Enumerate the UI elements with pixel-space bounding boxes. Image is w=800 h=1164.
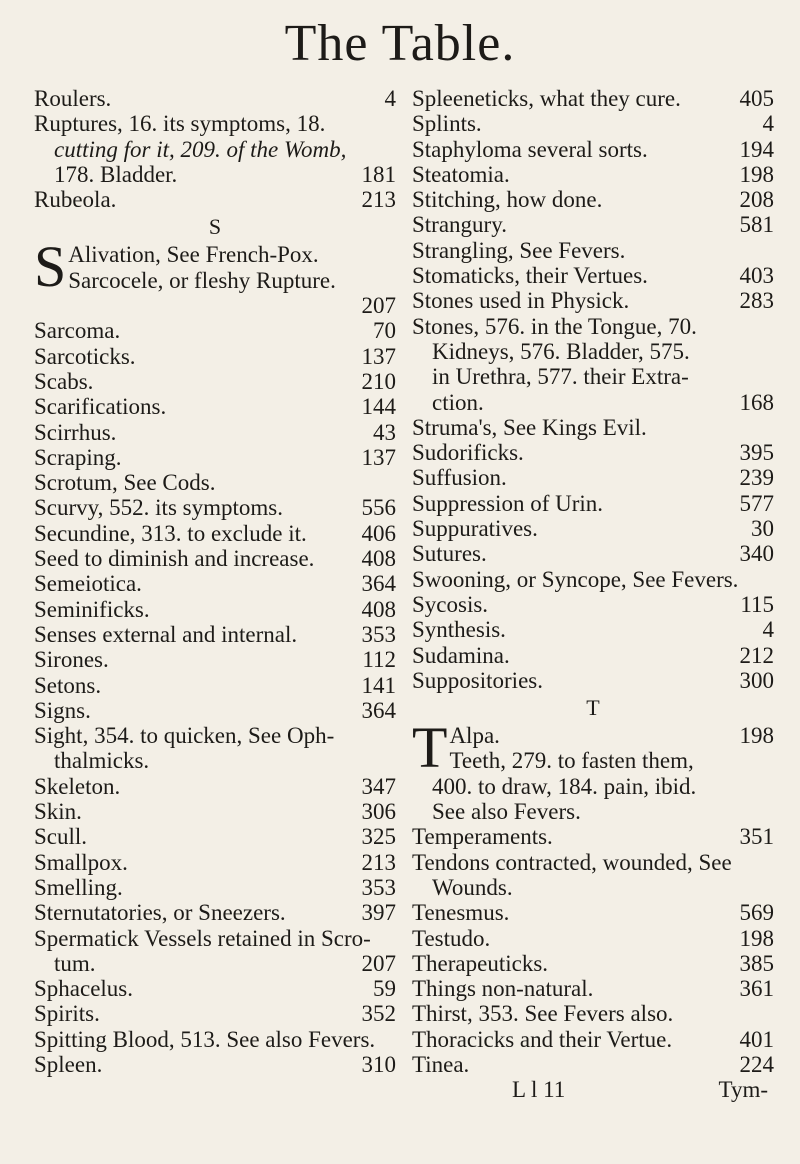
page-title: The Table. (284, 15, 516, 72)
index-entry (412, 668, 774, 693)
index-entry (412, 238, 774, 263)
entry-continuation (412, 364, 774, 389)
entry-text: Senses external and internal. (34, 621, 298, 647)
entry-page-number: 406 (361, 520, 396, 546)
entry-page-number: 4 (384, 86, 396, 111)
entry-text: Signs. (34, 697, 91, 723)
entry-text: Suppression of Urin. (412, 490, 604, 516)
entry-text: Sphacelus. (34, 976, 134, 1002)
index-entry (412, 567, 774, 592)
index-entry (68, 242, 396, 267)
entry-page-number: 364 (361, 697, 396, 723)
entry-text: Splints. (412, 111, 482, 137)
entry-text: Therapeuticks. (412, 950, 549, 976)
entry-page-number: 213 (361, 849, 396, 875)
index-entry (449, 723, 774, 748)
entry-text: Steatomia. (412, 161, 510, 187)
index-entry (412, 212, 774, 237)
entry-page-number: 210 (361, 368, 396, 394)
entry-text: See also Fevers. (432, 799, 581, 825)
entry-text: Spleeneticks, what they cure. (412, 86, 681, 111)
index-entry (34, 1027, 396, 1052)
entry-page-number: 4 (762, 111, 774, 137)
entry-text: Struma's, See Kings Evil. (412, 414, 647, 440)
entry-text: Seed to diminish and increase. (34, 546, 315, 572)
entry-text: Testudo. (412, 925, 491, 951)
entry-text: Scull. (34, 824, 88, 850)
entry-text: Synthesis. (412, 617, 506, 643)
entry-page-number: 30 (751, 516, 774, 542)
entry-page-number: 70 (373, 318, 396, 344)
entry-text: 400. to draw, 184. pain, ibid. (432, 773, 697, 799)
entry-page-number: 408 (361, 596, 396, 622)
entry-continuation (34, 748, 396, 773)
index-entry (412, 1001, 774, 1026)
entry-page-number: 224 (739, 1051, 774, 1077)
entry-page-number: 353 (361, 621, 396, 647)
entry-text: Thoracicks and their Vertue. (412, 1026, 673, 1052)
drop-cap: S (34, 234, 67, 300)
left-column (34, 86, 396, 1077)
index-entry (34, 622, 396, 647)
entry-page-number: 43 (373, 419, 396, 445)
entry-page-number: 351 (739, 824, 774, 850)
index-entry (34, 875, 396, 900)
index-entry (34, 774, 396, 799)
entry-text: Staphyloma several sorts. (412, 136, 648, 162)
entry-page-number: 397 (361, 900, 396, 926)
entry-page-number: 198 (739, 161, 774, 187)
entry-text: Sternutatories, or Sneezers. (34, 900, 286, 926)
entry-page-number: 4 (762, 617, 774, 643)
entry-page-number: 361 (739, 976, 774, 1002)
entry-text: Suffusion. (412, 465, 507, 491)
entry-page-number: 403 (739, 263, 774, 289)
entry-text: Spermatick Vessels retained in Scro- (34, 925, 371, 951)
entry-page-number: 300 (739, 667, 774, 693)
entry-page-number: 141 (361, 672, 396, 698)
index-entry (34, 521, 396, 546)
entry-continuation (34, 137, 396, 162)
index-entry (412, 592, 774, 617)
entry-page-number: 340 (739, 541, 774, 567)
entry-page-number: 405 (739, 86, 774, 111)
entry-text: Scurvy, 552. its symptoms. (34, 495, 283, 521)
index-entry (34, 799, 396, 824)
entry-page-number: 395 (739, 440, 774, 466)
entry-text: Sight, 354. to quicken, See Oph- (34, 723, 335, 749)
entry-continuation (412, 875, 774, 900)
page-footer (412, 1077, 774, 1102)
index-entry (412, 86, 774, 111)
index-entry (412, 617, 774, 642)
entry-page-number: 194 (739, 136, 774, 162)
entry-text: Spleen. (34, 1051, 103, 1077)
entry-continuation (34, 951, 396, 976)
index-entry (412, 541, 774, 566)
section-letter: T (586, 695, 600, 721)
entry-text: Strangury. (412, 212, 507, 238)
entry-text: Tendons contracted, wounded, See (412, 849, 732, 875)
entry-text: Stomaticks, their Vertues. (412, 263, 648, 289)
signature-mark: L l 11 (512, 1077, 566, 1103)
entry-page-number: 347 (361, 773, 396, 799)
entry-text: Scrotum, See Cods. (34, 470, 216, 496)
entry-page-number: 569 (739, 900, 774, 926)
entry-page-number: 137 (361, 444, 396, 470)
entry-text: Suppositories. (412, 667, 543, 693)
entry-text: Setons. (34, 672, 102, 698)
entry-text: Ruptures, 16. its symptoms, 18. (34, 111, 326, 137)
entry-page-number: 207 (361, 950, 396, 976)
entry-page-number: 144 (361, 394, 396, 420)
entry-text: Scabs. (34, 368, 94, 394)
index-entry (34, 394, 396, 419)
index-entry-initial (34, 234, 396, 300)
entry-page-number: 556 (361, 495, 396, 521)
index-entry: Sarcocele, or fleshy Rupture. (68, 267, 336, 293)
entry-text: Seminificks. (34, 596, 150, 622)
index-entry (412, 440, 774, 465)
entry-text: Semeiotica. (34, 571, 142, 597)
entry-text: thalmicks. (54, 748, 150, 774)
entry-text: Sarcoticks. (34, 343, 136, 369)
index-entry (412, 314, 774, 339)
entry-text: Skin. (34, 799, 82, 825)
entry-text: Stones, 576. in the Tongue, 70. (412, 313, 697, 339)
entry-page-number: 401 (739, 1026, 774, 1052)
entry-text: Smallpox. (34, 849, 128, 875)
entry-lines (449, 723, 774, 774)
index-entry (412, 263, 774, 288)
entry-text: tum. (54, 950, 96, 976)
entry-text: Skeleton. (34, 773, 121, 799)
index-entry: Teeth, 279. to fasten them, (449, 748, 694, 774)
entry-page-number: 353 (361, 874, 396, 900)
index-entry (412, 415, 774, 440)
entry-page-number: 212 (739, 642, 774, 668)
entry-text: Scraping. (34, 444, 122, 470)
entry-page-number: 325 (361, 824, 396, 850)
entry-page-number: 577 (739, 490, 774, 516)
entry-text: Wounds. (432, 874, 513, 900)
index-entry (34, 187, 396, 212)
entry-text: Sycosis. (412, 591, 489, 617)
entry-text: Sarcoma. (34, 318, 121, 344)
entry-text: Sutures. (412, 541, 487, 567)
index-entry (412, 1027, 774, 1052)
index-entry (34, 495, 396, 520)
entry-text: Stitching, how done. (412, 187, 603, 213)
index-entry (412, 926, 774, 951)
entry-page-number: 115 (740, 591, 774, 617)
entry-page-number: 198 (739, 925, 774, 951)
index-entry (34, 1001, 396, 1026)
entry-page-number: 207 (361, 293, 396, 319)
entry-text: Temperaments. (412, 824, 553, 850)
index-entry (34, 344, 396, 369)
entry-continuation (412, 799, 774, 824)
entry-page-number: 59 (373, 976, 396, 1002)
entry-text: Stones used in Physick. (412, 288, 630, 314)
entry-continuation (34, 162, 396, 187)
entry-text: Sudamina. (412, 642, 510, 668)
index-entry (34, 571, 396, 596)
index-entry (412, 465, 774, 490)
index-entry (412, 162, 774, 187)
index-entry (412, 187, 774, 212)
entry-page-number: 239 (739, 465, 774, 491)
entry-page-number: 310 (361, 1051, 396, 1077)
entry-text: Scarifications. (34, 394, 167, 420)
index-entry (412, 491, 774, 516)
entry-text: ction. (432, 389, 484, 415)
index-entry (412, 1052, 774, 1077)
catchword: Tym- (718, 1077, 768, 1103)
entry-page-number: 306 (361, 799, 396, 825)
entry-text: Smelling. (34, 874, 123, 900)
entry-page-number: 581 (739, 212, 774, 238)
entry-text: Swooning, or Syncope, See Fevers. (412, 566, 739, 592)
entry-text: Tenesmus. (412, 900, 510, 926)
entry-text: Secundine, 313. to exclude it. (34, 520, 307, 546)
index-entry (412, 951, 774, 976)
entry-text: 178. Bladder. (54, 161, 178, 187)
entry-page-number: 198 (739, 723, 774, 749)
entry-continuation (34, 293, 396, 318)
index-entry (34, 318, 396, 343)
right-column (412, 86, 774, 1103)
entry-page-number: 137 (361, 343, 396, 369)
index-entry (412, 824, 774, 849)
index-entry (412, 850, 774, 875)
entry-text: Suppuratives. (412, 516, 538, 542)
index-entry (34, 698, 396, 723)
entry-text: Sirones. (34, 647, 109, 673)
entry-text: Roulers. (34, 86, 112, 111)
index-entry (34, 1052, 396, 1077)
entry-text: Strangling, See Fevers. (412, 237, 626, 263)
entry-page-number: 408 (361, 546, 396, 572)
entry-page-number: 181 (361, 161, 396, 187)
index-entry (34, 546, 396, 571)
entry-page-number: 208 (739, 187, 774, 213)
entry-text: Scirrhus. (34, 419, 117, 445)
index-entry (34, 850, 396, 875)
entry-text: in Urethra, 577. their Extra- (432, 364, 689, 390)
drop-cap: T (412, 715, 448, 781)
index-entry (412, 288, 774, 313)
index-entry (412, 137, 774, 162)
entry-text: Things non-natural. (412, 976, 594, 1002)
entry-text: Sudorificks. (412, 440, 524, 466)
entry-continuation (412, 774, 774, 799)
entry-page-number: 364 (361, 571, 396, 597)
entry-page-number: 213 (361, 187, 396, 213)
entry-page-number: 385 (739, 950, 774, 976)
index-entry (34, 673, 396, 698)
index-entry (34, 824, 396, 849)
index-entry (34, 445, 396, 470)
index-entry-initial (412, 715, 774, 781)
index-entry (34, 369, 396, 394)
index-entry (34, 976, 396, 1001)
entry-continuation (412, 339, 774, 364)
entry-text: Tinea. (412, 1051, 470, 1077)
entry-page-number: 112 (362, 647, 396, 673)
index-entry (412, 900, 774, 925)
index-entry (34, 86, 396, 111)
index-entry (412, 643, 774, 668)
index-entry (34, 926, 396, 951)
index-entry (34, 900, 396, 925)
entry-page-number: 168 (739, 389, 774, 415)
index-entry (412, 976, 774, 1001)
index-entry (412, 111, 774, 136)
entry-text: Rubeola. (34, 187, 117, 213)
entry-text: Thirst, 353. See Fevers also. (412, 1001, 674, 1027)
index-entry (34, 470, 396, 495)
index-entry (34, 597, 396, 622)
entry-text: Alpa. (449, 723, 500, 749)
index-entry (34, 647, 396, 672)
entry-text: cutting for it, 209. of the Womb, (54, 136, 347, 162)
entry-continuation (412, 390, 774, 415)
index-entry (34, 723, 396, 748)
entry-page-number: 352 (361, 1001, 396, 1027)
entry-lines (68, 242, 396, 293)
entry-text: Kidneys, 576. Bladder, 575. (432, 338, 690, 364)
index-entry (412, 516, 774, 541)
index-entry (34, 111, 396, 136)
entry-text: Alivation, See French-Pox. (68, 242, 319, 268)
section-letter: S (208, 214, 222, 240)
entry-text: Spitting Blood, 513. See also Fevers. (34, 1026, 376, 1052)
entry-page-number: 283 (739, 288, 774, 314)
entry-text: Spirits. (34, 1001, 100, 1027)
index-entry (34, 420, 396, 445)
